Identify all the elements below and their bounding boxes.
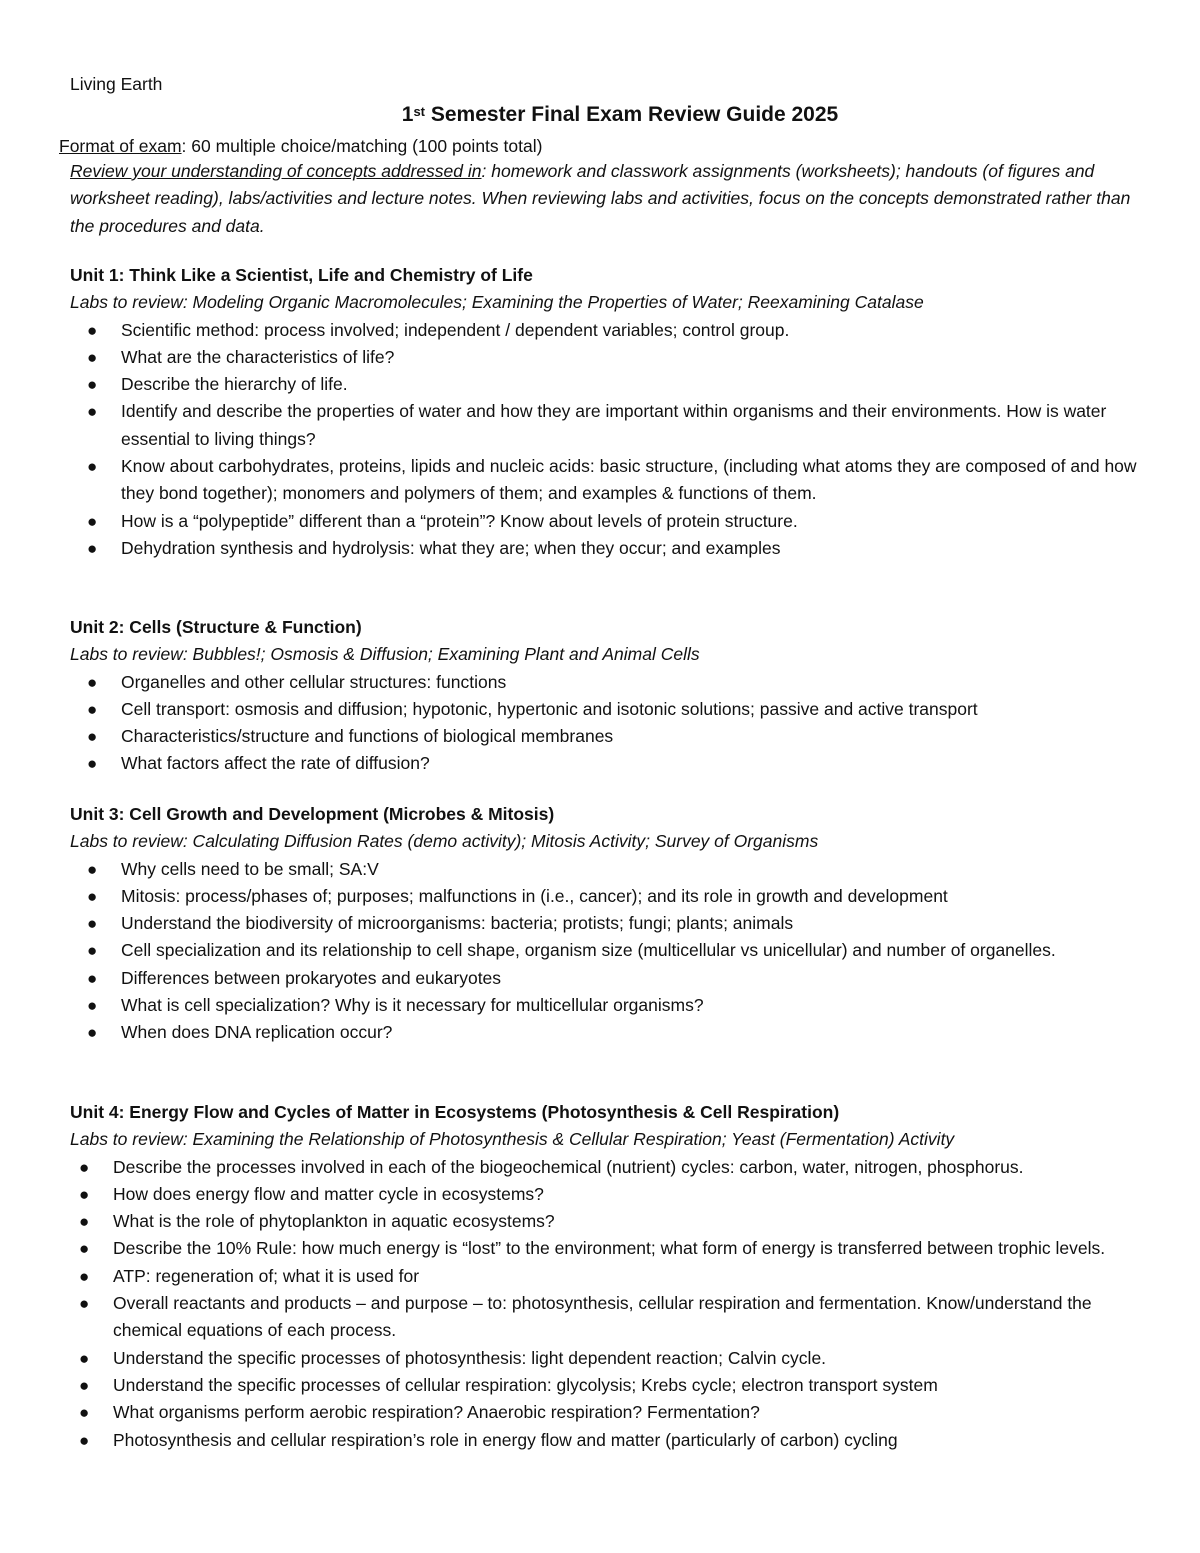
- review-instructions-label: Review your understanding of concepts addressed in: [70, 161, 482, 181]
- page-title: [0, 101, 1200, 129]
- unit-topic-list: [70, 317, 1140, 563]
- list-item-text: Characteristics/structure and functions of biological membranes: [121, 726, 614, 747]
- list-item-text: Identify and describe the properties of water and how they are important within organisms and their environments. How is water essential to living things?: [121, 401, 1107, 449]
- review-instructions-text: : homework and classwork assignments (worksheets); handouts (of figures and worksheet reading), labs/activities and lecture notes. When reviewing labs and activities, focus on the concepts demonstrated rather than the procedures and data.: [70, 161, 1131, 236]
- unit-topic-list: [70, 856, 1140, 1047]
- bullet-icon: ●: [79, 1430, 90, 1450]
- list-item-text: Differences between prokaryotes and eukaryotes: [121, 967, 502, 988]
- unit-1-section: [70, 262, 1140, 562]
- list-item-text: Cell transport: osmosis and diffusion; hypotonic, hypertonic and isotonic solutions; passive and active transport: [121, 698, 978, 719]
- list-item: [70, 750, 1140, 777]
- list-item: [70, 344, 1140, 371]
- list-item: [70, 508, 1140, 535]
- list-item: [70, 1345, 1140, 1372]
- list-item-text: When does DNA replication occur?: [121, 1022, 393, 1043]
- bullet-icon: ●: [87, 347, 98, 367]
- bullet-icon: ●: [79, 1212, 90, 1232]
- title-text: Semester Final Exam Review Guide 2025: [425, 103, 839, 126]
- bullet-icon: ●: [79, 1266, 90, 1286]
- bullet-icon: ●: [87, 941, 98, 961]
- bullet-icon: ●: [79, 1348, 90, 1368]
- list-item: [70, 910, 1140, 937]
- list-item: [70, 1427, 1140, 1454]
- bullet-icon: ●: [79, 1184, 90, 1204]
- exam-format-label: Format of exam: [59, 136, 182, 156]
- list-item: [70, 1154, 1140, 1181]
- bullet-icon: ●: [87, 375, 98, 395]
- list-item-text: Photosynthesis and cellular respiration’s role in energy flow and matter (particularly of carbon) cycling: [113, 1429, 898, 1450]
- bullet-icon: ●: [87, 538, 98, 558]
- list-item: [70, 1263, 1140, 1290]
- unit-heading: Unit 4: Energy Flow and Cycles of Matter in Ecosystems (Photosynthesis & Cell Respiration): [70, 1102, 840, 1122]
- list-item-text: Mitosis: process/phases of; purposes; malfunctions in (i.e., cancer); and its role in growth and development: [121, 885, 948, 906]
- list-item-text: ATP: regeneration of; what it is used for: [113, 1265, 420, 1286]
- list-item: [70, 883, 1140, 910]
- bullet-icon: ●: [87, 672, 98, 692]
- list-item: [70, 696, 1140, 723]
- list-item: [70, 535, 1140, 562]
- unit-labs: Labs to review: Calculating Diffusion Rates (demo activity); Mitosis Activity; Survey of Organisms: [70, 831, 819, 852]
- list-item-text: What factors affect the rate of diffusion?: [121, 753, 430, 774]
- list-item: [70, 398, 1140, 453]
- list-item-text: Cell specialization and its relationship to cell shape, organism size (multicellular vs unicellular) and number of organelles.: [121, 940, 1056, 961]
- list-item-text: How is a “polypeptide” different than a “protein”? Know about levels of protein structure.: [121, 510, 798, 531]
- bullet-icon: ●: [87, 1023, 98, 1043]
- bullet-icon: ●: [87, 859, 98, 879]
- exam-format-text: : 60 multiple choice/matching (100 points total): [181, 136, 543, 156]
- list-item: [70, 1290, 1140, 1345]
- bullet-icon: ●: [79, 1157, 90, 1177]
- bullet-icon: ●: [87, 320, 98, 340]
- list-item: [70, 1019, 1140, 1046]
- bullet-icon: ●: [87, 727, 98, 747]
- bullet-icon: ●: [87, 457, 98, 477]
- list-item: [70, 1235, 1140, 1262]
- unit-heading: Unit 3: Cell Growth and Development (Microbes & Mitosis): [70, 804, 555, 824]
- bullet-icon: ●: [87, 914, 98, 934]
- list-item-text: Scientific method: process involved; independent / dependent variables; control group.: [121, 319, 790, 340]
- list-item: [70, 1399, 1140, 1426]
- list-item-text: Describe the processes involved in each of the biogeochemical (nutrient) cycles: carbon, water, nitrogen, phosphorus.: [113, 1156, 1024, 1177]
- list-item: [70, 669, 1140, 696]
- list-item: [70, 965, 1140, 992]
- list-item-text: Describe the hierarchy of life.: [121, 374, 348, 395]
- list-item-text: Organelles and other cellular structures: functions: [121, 671, 507, 692]
- review-instructions: [70, 158, 1140, 240]
- list-item: [70, 856, 1140, 883]
- bullet-icon: ●: [87, 968, 98, 988]
- list-item: [70, 937, 1140, 964]
- list-item-text: How does energy flow and matter cycle in ecosystems?: [113, 1183, 544, 1204]
- bullet-icon: ●: [79, 1294, 90, 1314]
- list-item-text: What organisms perform aerobic respiration? Anaerobic respiration? Fermentation?: [113, 1402, 760, 1423]
- unit-topic-list: [70, 1154, 1140, 1454]
- unit-topic-list: [70, 669, 1140, 778]
- bullet-icon: ●: [87, 511, 98, 531]
- list-item-text: Describe the 10% Rule: how much energy is “lost” to the environment; what form of energy is transferred between trophic levels.: [113, 1238, 1106, 1259]
- list-item: [70, 723, 1140, 750]
- list-item-text: Why cells need to be small; SA:V: [121, 858, 379, 879]
- bullet-icon: ●: [87, 996, 98, 1016]
- bullet-icon: ●: [79, 1239, 90, 1259]
- unit-heading: Unit 2: Cells (Structure & Function): [70, 617, 362, 637]
- unit-labs: Labs to review: Modeling Organic Macromolecules; Examining the Properties of Water; Reexamining Catalase: [70, 292, 924, 313]
- bullet-icon: ●: [87, 754, 98, 774]
- unit-labs: Labs to review: Examining the Relationship of Photosynthesis & Cellular Respiration; Yeast (Fermentation) Activity: [70, 1129, 955, 1150]
- list-item-text: What is cell specialization? Why is it necessary for multicellular organisms?: [121, 995, 704, 1016]
- list-item: [70, 1372, 1140, 1399]
- unit-2-section: [70, 614, 1140, 778]
- title-ordinal-suffix: st: [413, 104, 426, 119]
- bullet-icon: ●: [87, 402, 98, 422]
- bullet-icon: ●: [87, 699, 98, 719]
- list-item-text: Understand the biodiversity of microorganisms: bacteria; protists; fungi; plants; animals: [121, 913, 794, 934]
- unit-labs: Labs to review: Bubbles!; Osmosis & Diffusion; Examining Plant and Animal Cells: [70, 644, 700, 665]
- list-item-text: Understand the specific processes of cellular respiration: glycolysis; Krebs cycle; electron transport system: [113, 1374, 938, 1395]
- list-item-text: Know about carbohydrates, proteins, lipids and nucleic acids: basic structure, (including what atoms they are composed of and how they bond together); monomers and polymers of them; and examples & functions of them.: [121, 456, 1137, 504]
- list-item-text: Understand the specific processes of photosynthesis: light dependent reaction; Calvin cycle.: [113, 1347, 827, 1368]
- bullet-icon: ●: [79, 1403, 90, 1423]
- list-item-text: Dehydration synthesis and hydrolysis: what they are; when they occur; and examples: [121, 537, 781, 558]
- list-item: [70, 371, 1140, 398]
- course-name: Living Earth: [70, 74, 163, 94]
- unit-heading: Unit 1: Think Like a Scientist, Life and Chemistry of Life: [70, 265, 533, 285]
- list-item: [70, 317, 1140, 344]
- list-item: [70, 453, 1140, 508]
- bullet-icon: ●: [87, 886, 98, 906]
- list-item-text: What are the characteristics of life?: [121, 346, 395, 367]
- title-ordinal: 1: [401, 103, 414, 126]
- exam-format: [59, 133, 542, 160]
- list-item-text: Overall reactants and products – and purpose – to: photosynthesis, cellular respiration and fermentation. Know/understand the chemical equations of each process.: [113, 1293, 1092, 1341]
- bullet-icon: ●: [79, 1375, 90, 1395]
- unit-4-section: [70, 1099, 1140, 1454]
- list-item: [70, 1181, 1140, 1208]
- list-item: [70, 992, 1140, 1019]
- list-item-text: What is the role of phytoplankton in aquatic ecosystems?: [113, 1211, 555, 1232]
- unit-3-section: [70, 801, 1140, 1047]
- list-item: [70, 1208, 1140, 1235]
